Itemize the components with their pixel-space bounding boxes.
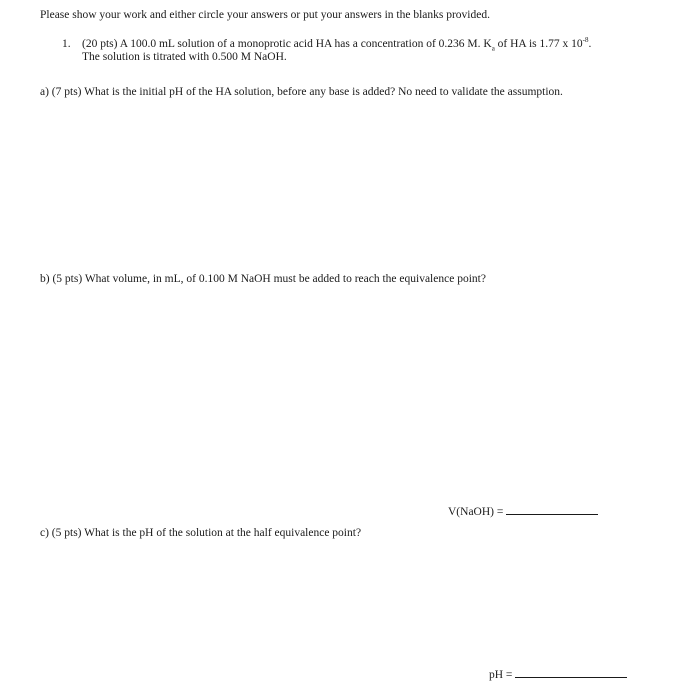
ph-answer-blank[interactable]	[515, 676, 627, 678]
question-1-text-start: (20 pts) A 100.0 mL solution of a monoprotic acid HA has a concentration of 0.236 M. K	[82, 38, 492, 50]
ka-subscript: a	[491, 44, 495, 53]
question-1-text-middle: of HA is 1.77 x 10	[494, 38, 583, 50]
ka-exponent: -8	[582, 36, 589, 45]
vnaoh-answer-blank[interactable]	[506, 513, 598, 515]
vnaoh-answer-label: V(NaOH) =	[448, 506, 504, 518]
question-1-text-end: .	[588, 38, 592, 50]
question-1-number: 1.	[62, 38, 71, 50]
part-c-question: c) (5 pts) What is the pH of the solution at the half equivalence point?	[40, 527, 362, 539]
ph-answer-label: pH =	[489, 669, 513, 681]
part-b-question: b) (5 pts) What volume, in mL, of 0.100 M NaOH must be added to reach the equivalence point?	[40, 273, 486, 285]
instructions: Please show your work and either circle your answers or put your answers in the blanks provided.	[40, 9, 490, 21]
part-c-answer-row	[489, 669, 627, 681]
question-1-line-1	[62, 38, 591, 51]
part-a-question: a) (7 pts) What is the initial pH of the HA solution, before any base is added? No need to validate the assumption.	[40, 86, 563, 98]
part-b-answer-row	[448, 506, 598, 518]
question-1-line-2: The solution is titrated with 0.500 M NaOH.	[82, 51, 287, 63]
